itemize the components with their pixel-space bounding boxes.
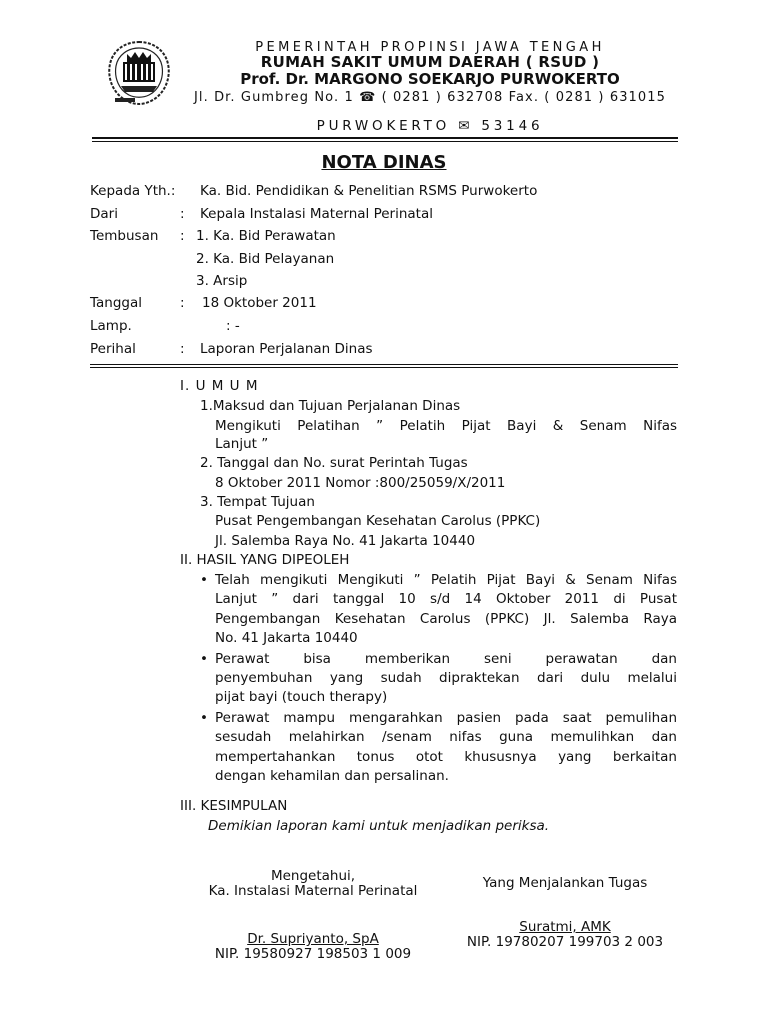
letterhead-government: PEMERINTAH PROPINSI JAWA TENGAH [255, 40, 605, 55]
hasil-bullet-3-line-4: dengan kehamilan dan persalinan. [215, 768, 449, 784]
dari-value: Kepala Instalasi Maternal Perinatal [200, 206, 433, 222]
hasil-bullet-1-line-2: Lanjut ” dari tanggal 10 s/d 14 Oktober 2011 di Pusat [215, 591, 677, 607]
hasil-bullet-3-line-1: Perawat mampu mengarahkan pasien pada saat pemulihan [215, 710, 677, 726]
perihal-label: Perihal [90, 341, 136, 357]
signature-right-position: Yang Menjalankan Tugas [482, 875, 648, 891]
letterhead-divider [92, 137, 678, 139]
bullet-2: • [200, 651, 208, 667]
signature-left-position: Ka. Instalasi Maternal Perinatal [208, 883, 418, 899]
signature-left-greeting: Mengetahui, [270, 868, 356, 884]
signature-right-name: Suratmi, AMK [519, 919, 611, 935]
umum-item-2-line-1: 8 Oktober 2011 Nomor :800/25059/X/2011 [215, 475, 506, 491]
hasil-bullet-2-line-3: pijat bayi (touch therapy) [215, 689, 388, 705]
section-umum-heading: I. U M U M [180, 378, 259, 394]
tanggal-colon: : [180, 295, 185, 311]
lamp-value: : - [226, 318, 240, 334]
document-title: NOTA DINAS [321, 152, 447, 173]
hasil-bullet-1-line-4: No. 41 Jakarta 10440 [215, 630, 358, 646]
bullet-1: • [200, 572, 208, 588]
letterhead-hospital-fullname: Prof. Dr. MARGONO SOEKARJO PURWOKERTO [240, 70, 620, 88]
signature-right-nip: NIP. 19780207 199703 2 003 [466, 934, 664, 950]
hasil-bullet-3-line-2: sesudah melahirkan /senam nifas guna memulihkan dan [215, 729, 677, 745]
umum-item-3-line-2: Jl. Salemba Raya No. 41 Jakarta 10440 [215, 533, 476, 549]
letterhead-address: Jl. Dr. Gumbreg No. 1 ☎ ( 0281 ) 632708 Fax. ( 0281 ) 631015 [193, 90, 667, 105]
hasil-bullet-3-line-3: mempertahankan tonus otot khususnya yang berkaitan [215, 749, 677, 765]
perihal-colon: : [180, 341, 185, 357]
tembusan-label: Tembusan [90, 228, 159, 244]
signature-left-nip: NIP. 19580927 198503 1 009 [214, 946, 412, 962]
perihal-value: Laporan Perjalanan Dinas [200, 341, 373, 357]
dari-label: Dari [90, 206, 118, 222]
tembusan-colon: : [180, 228, 185, 244]
tanggal-value: 18 Oktober 2011 [202, 295, 317, 311]
umum-item-1-line-1: Mengikuti Pelatihan ” Pelatih Pijat Bayi & Senam Nifas [215, 418, 677, 434]
umum-item-3-line-1: Pusat Pengembangan Kesehatan Carolus (PPKC) [215, 513, 541, 529]
tembusan-item-3: 3. Arsip [196, 273, 248, 289]
letterhead-hospital-name: RUMAH SAKIT UMUM DAERAH ( RSUD ) [260, 53, 600, 71]
hasil-bullet-2-line-2: penyembuhan yang sudah dipraktekan dari dulu melalui [215, 670, 677, 686]
hasil-bullet-1-line-1: Telah mengikuti Mengikuti ” Pelatih Pijat Bayi & Senam Nifas [215, 572, 677, 588]
umum-item-1-line-2: Lanjut ” [215, 436, 269, 452]
hasil-bullet-2-line-1: Perawat bisa memberikan seni perawatan dan [215, 651, 677, 667]
section-kesimpulan-heading: III. KESIMPULAN [180, 798, 288, 814]
letterhead-city: PURWOKERTO ✉ 53146 [316, 118, 544, 134]
umum-item-1-title: 1.Maksud dan Tujuan Perjalanan Dinas [200, 398, 461, 414]
tembusan-item-1: 1. Ka. Bid Perawatan [196, 228, 336, 244]
government-emblem-logo [105, 38, 173, 108]
tembusan-item-2: 2. Ka. Bid Pelayanan [196, 251, 335, 267]
umum-item-2-title: 2. Tanggal dan No. surat Perintah Tugas [200, 455, 468, 471]
signature-left-name: Dr. Supriyanto, SpA [247, 931, 379, 947]
kesimpulan-text: Demikian laporan kami untuk menjadikan periksa. [208, 818, 550, 834]
kepada-label: Kepada Yth.: [90, 183, 176, 199]
lamp-label: Lamp. [90, 318, 132, 334]
header-divider-second [90, 367, 678, 368]
letterhead-divider-thin [92, 141, 678, 142]
hasil-bullet-1-line-3: Pengembangan Kesehatan Carolus (PPKC) Jl. Salemba Raya [215, 611, 677, 627]
bullet-3: • [200, 710, 208, 726]
section-hasil-heading: II. HASIL YANG DIPEOLEH [180, 552, 350, 568]
tanggal-label: Tanggal [90, 295, 143, 311]
header-divider [90, 364, 678, 365]
dari-colon: : [180, 206, 185, 222]
kepada-value: Ka. Bid. Pendidikan & Penelitian RSMS Purwokerto [200, 183, 538, 199]
umum-item-3-title: 3. Tempat Tujuan [200, 494, 315, 510]
